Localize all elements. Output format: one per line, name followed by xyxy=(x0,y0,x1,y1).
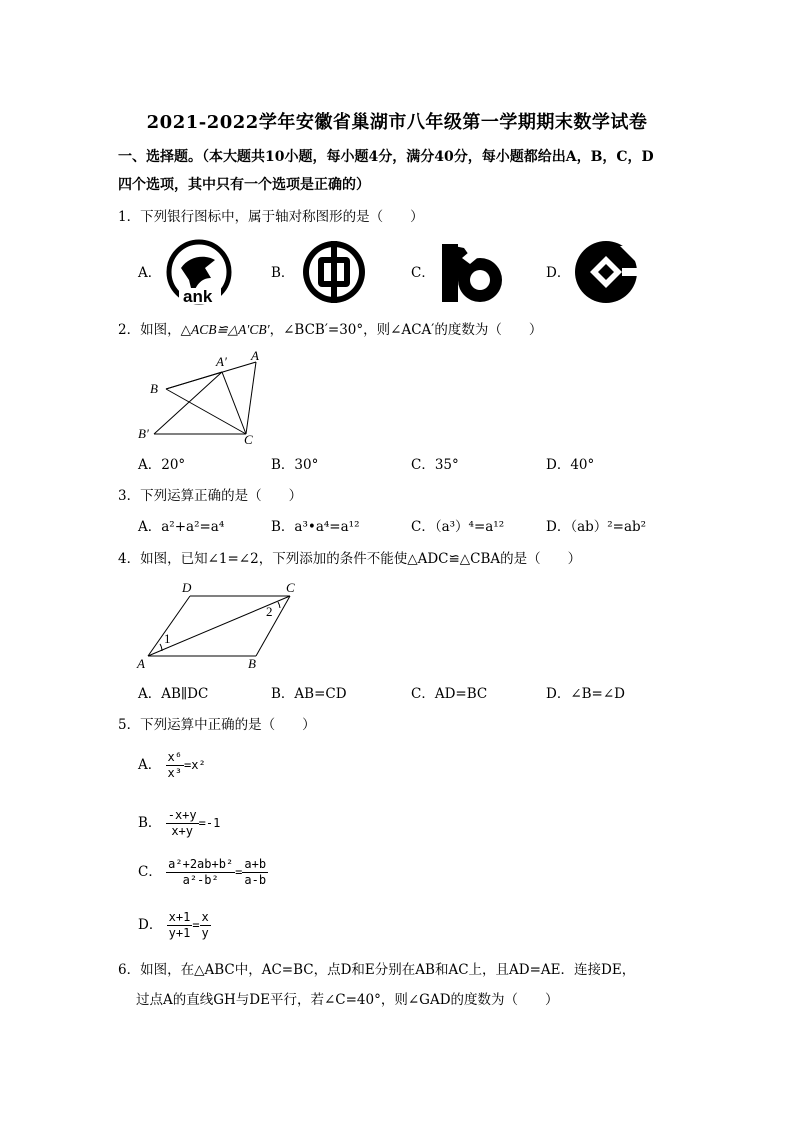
q6-stem xyxy=(118,955,635,1015)
q5-label-c: C． xyxy=(138,864,162,880)
q3-option-b: B．a³•a⁴=a¹² xyxy=(271,519,360,535)
q2-stem-rest: ，∠BCB′=30°，则∠ACA′的度数为（ ） xyxy=(269,322,543,338)
q5-c-fraction: $\frac{\text{a²+2ab+b²}}{\text{a²-b²}}$ xyxy=(168,857,234,887)
q3-option-a: A．a²+a²=a⁴ xyxy=(138,519,225,535)
q2-option-c: C．35° xyxy=(411,457,459,473)
q1-label-c: C． xyxy=(411,265,435,281)
ccb-logo-icon xyxy=(572,238,640,306)
q5-option-a xyxy=(138,750,206,781)
q1-label-d: D． xyxy=(546,265,571,281)
q6-line1: 6．如图，在△ABC中，AC=BC，点D和E分别在AB和AC上，且AD=AE．连接DE， xyxy=(118,962,636,978)
q4-option-c: C．AD=BC xyxy=(411,686,488,702)
q4-label-a: A xyxy=(137,656,145,670)
q5-label-d: D． xyxy=(138,917,163,933)
q2-option-b: B．30° xyxy=(271,457,319,473)
q1-stem: 1．下列银行图标中，属于轴对称图形的是（ ） xyxy=(118,209,424,225)
q5-d-rhs-fraction: $\frac{x}{y}$ xyxy=(201,910,209,940)
q4-option-d: D．∠B=∠D xyxy=(546,686,626,702)
q4-stem: 4．如图，已知∠1=∠2，下列添加的条件不能使△ADC≌△CBA的是（ ） xyxy=(118,551,582,567)
q2-stem-prefix: 2．如图，△ xyxy=(118,322,191,338)
q1-label-a: A． xyxy=(138,265,162,281)
q3-option-c: C．（a³）⁴=a¹² xyxy=(411,519,505,535)
q4-angle-2: 2 xyxy=(266,604,273,619)
q5-c-eq: = xyxy=(235,865,243,879)
q5-a-fraction: $\frac{\text{x⁶}}{\text{x³}}$ xyxy=(167,750,182,780)
q5-label-b: B． xyxy=(138,815,162,831)
q5-stem: 5．下列运算中正确的是（ ） xyxy=(118,717,316,733)
q5-b-fraction: $\frac{-x+y}{x+y}$ xyxy=(167,808,197,838)
q3-stem: 3．下列运算正确的是（ ） xyxy=(118,488,303,504)
q2-figure xyxy=(132,346,272,448)
q2-label-a: A xyxy=(251,348,259,363)
b-logo-icon xyxy=(438,238,508,308)
q4-option-a: A．AB∥DC xyxy=(138,686,209,702)
coin-logo-icon xyxy=(300,238,368,306)
q4-label-d: D xyxy=(182,580,192,595)
q2-label-b-prime: B′ xyxy=(138,426,149,441)
page-title: 2021-2022学年安徽省巢湖市八年级第一学期期末数学试卷 xyxy=(146,112,648,133)
q4-option-b: B．AB=CD xyxy=(271,686,347,702)
section-heading-line2: 四个选项，其中只有一个选项是正确的） xyxy=(118,177,370,193)
q5-label-a: A． xyxy=(138,757,162,773)
q4-figure xyxy=(132,578,307,670)
q4-label-c: C xyxy=(286,580,295,595)
q5-d-eq: = xyxy=(192,918,200,932)
q2-congruence: ACB≌△A′CB′ xyxy=(190,322,270,337)
section-heading-line1: 一、选择题。（本大题共10小题，每小题4分，满分40分，每小题都给出A，B，C，D xyxy=(118,149,654,165)
q5-option-b xyxy=(138,808,220,839)
q2-stem xyxy=(118,320,542,340)
section-heading xyxy=(118,143,688,199)
q2-label-a-prime: A′ xyxy=(216,354,227,369)
bank-logo-icon xyxy=(165,238,235,308)
q2-label-c: C xyxy=(244,432,253,447)
q5-b-rhs: =-1 xyxy=(198,816,221,830)
q2-option-a: A．20° xyxy=(138,457,186,473)
q2-label-b: B xyxy=(150,381,158,396)
q1-label-b: B． xyxy=(271,265,295,281)
q4-angle-1: 1 xyxy=(164,631,171,646)
q5-a-rhs: =x² xyxy=(184,758,206,772)
q4-label-b: B xyxy=(248,656,256,670)
q5-c-rhs-fraction: $\frac{a+b}{a-b}$ xyxy=(244,857,267,887)
q6-line2: 过点A的直线GH与DE平行，若∠C=40°，则∠GAD的度数为（ ） xyxy=(136,992,559,1008)
q5-option-d xyxy=(138,910,211,941)
q5-d-fraction: $\frac{x+1}{y+1}$ xyxy=(168,910,191,940)
logo-a-text: ank xyxy=(183,287,213,306)
q3-option-d: D．（ab）²=ab² xyxy=(546,519,647,535)
q2-option-d: D．40° xyxy=(546,457,595,473)
q5-option-c xyxy=(138,857,268,888)
